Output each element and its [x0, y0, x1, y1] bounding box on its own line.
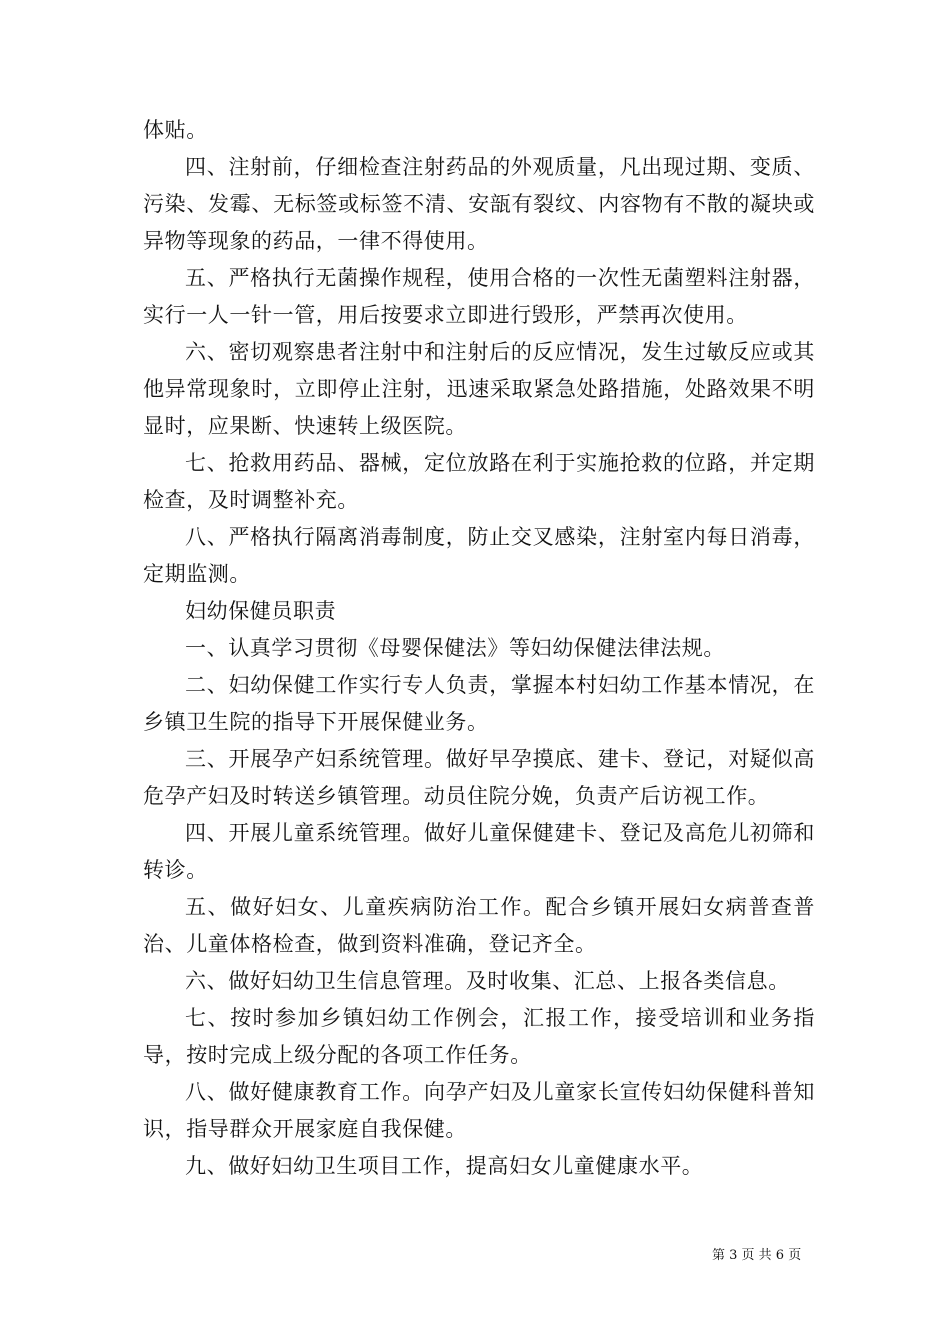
paragraph-1: 体贴。: [143, 118, 208, 142]
paragraph-4: 六、密切观察患者注射中和注射后的反应情况，发生过敏反应或其他异常现象时，立即停止注射，迅速采取紧急处路措施，处路效果不明显时，应果断、快速转上级医院。: [143, 340, 815, 438]
paragraph-6: 八、严格执行隔离消毒制度，防止交叉感染，注射室内每日消毒，定期监测。: [143, 525, 815, 586]
paragraph-3: 五、严格执行无菌操作规程，使用合格的一次性无菌塑料注射器，实行一人一针一管，用后按要求立即进行毁形，严禁再次使用。: [143, 266, 815, 327]
paragraph-13: 六、做好妇幼卫生信息管理。及时收集、汇总、上报各类信息。: [185, 969, 790, 993]
document-body: [143, 112, 815, 1185]
section-heading: 妇幼保健员职责: [185, 599, 337, 623]
paragraph-2: 四、注射前，仔细检查注射药品的外观质量，凡出现过期、变质、污染、发霉、无标签或标签不清、安瓿有裂纹、内容物有不散的凝块或异物等现象的药品，一律不得使用。: [143, 155, 815, 253]
paragraph-12: 五、做好妇女、儿童疾病防治工作。配合乡镇开展妇女病普查普治、儿童体格检查，做到资料准确，登记齐全。: [143, 895, 815, 956]
paragraph-9: 二、妇幼保健工作实行专人负责，掌握本村妇幼工作基本情况，在乡镇卫生院的指导下开展保健业务。: [143, 673, 815, 734]
paragraph-11: 四、开展儿童系统管理。做好儿童保健建卡、登记及高危儿初筛和转诊。: [143, 821, 815, 882]
paragraph-10: 三、开展孕产妇系统管理。做好早孕摸底、建卡、登记，对疑似高危孕产妇及时转送乡镇管理。动员住院分娩，负责产后访视工作。: [143, 747, 815, 808]
page-number: 第 3 页 共 6 页: [712, 1248, 802, 1263]
paragraph-14: 七、按时参加乡镇妇幼工作例会，汇报工作，接受培训和业务指导，按时完成上级分配的各项工作任务。: [143, 1006, 815, 1067]
paragraph-16: 九、做好妇幼卫生项目工作，提高妇女儿童健康水平。: [185, 1154, 704, 1178]
paragraph-15: 八、做好健康教育工作。向孕产妇及儿童家长宣传妇幼保健科普知识，指导群众开展家庭自我保健。: [143, 1080, 815, 1141]
paragraph-8: 一、认真学习贯彻《母婴保健法》等妇幼保健法律法规。: [185, 636, 725, 660]
paragraph-5: 七、抢救用药品、器械，定位放路在利于实施抢救的位路，并定期检查，及时调整补充。: [143, 451, 815, 512]
